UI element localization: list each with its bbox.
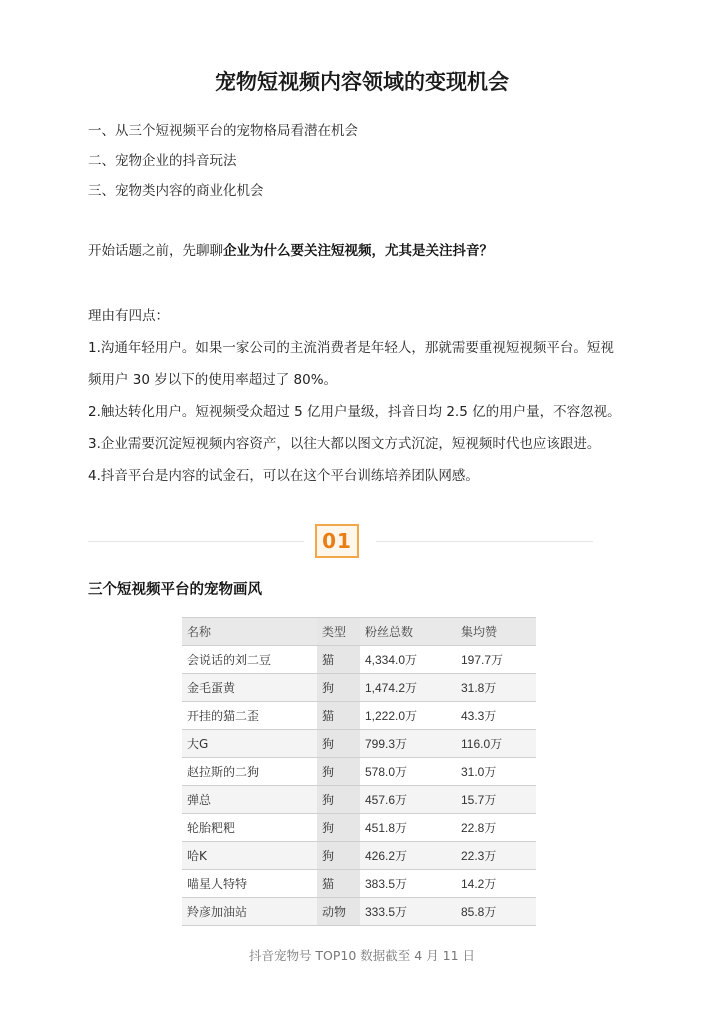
reason-line: 2.触达转化用户。短视频受众超过 5 亿用户量级，抖音日均 2.5 亿的用户量，不容忽视。 [88, 404, 621, 420]
section-number-badge: 01 [315, 524, 359, 558]
header-fans: 粉丝总数 [360, 618, 456, 646]
cell-avg-likes: 22.3万 [456, 842, 536, 870]
cell-type: 狗 [317, 758, 360, 786]
intro-text: 开始话题之前，先聊聊 [88, 243, 223, 259]
cell-avg-likes: 197.7万 [456, 646, 536, 674]
table-row [182, 758, 536, 786]
toc-item: 二、宠物企业的抖音玩法 [88, 153, 237, 169]
table-row [182, 646, 536, 674]
cell-name: 哈K [182, 842, 317, 870]
section-divider [88, 522, 593, 562]
toc-item: 一、从三个短视频平台的宠物格局看潜在机会 [88, 123, 358, 139]
cell-avg-likes: 14.2万 [456, 870, 536, 898]
header-type: 类型 [317, 618, 360, 646]
cell-type: 狗 [317, 674, 360, 702]
cell-name: 喵星人特特 [182, 870, 317, 898]
cell-name: 轮胎粑粑 [182, 814, 317, 842]
reason-line: 1.沟通年轻用户。如果一家公司的主流消费者是年轻人，那就需要重视短视频平台。短视 [88, 340, 614, 356]
cell-fans: 457.6万 [360, 786, 456, 814]
cell-name: 大G [182, 730, 317, 758]
intro-paragraph [88, 240, 493, 262]
cell-type: 狗 [317, 786, 360, 814]
cell-fans: 426.2万 [360, 842, 456, 870]
cell-avg-likes: 43.3万 [456, 702, 536, 730]
douyin-pet-top10-table [182, 617, 536, 927]
cell-type: 猫 [317, 646, 360, 674]
reason-line: 频用户 30 岁以下的使用率超过了 80%。 [88, 372, 338, 388]
header-avg-likes: 集均赞 [456, 618, 536, 646]
cell-name: 弹总 [182, 786, 317, 814]
cell-type: 猫 [317, 870, 360, 898]
divider-line-right [376, 541, 593, 542]
cell-fans: 1,222.0万 [360, 702, 456, 730]
table-row [182, 898, 536, 926]
cell-fans: 578.0万 [360, 758, 456, 786]
cell-name: 开挂的猫二歪 [182, 702, 317, 730]
reason-line: 4.抖音平台是内容的试金石，可以在这个平台训练培养团队网感。 [88, 468, 479, 484]
table-row [182, 786, 536, 814]
cell-type: 狗 [317, 814, 360, 842]
cell-name: 金毛蛋黄 [182, 674, 317, 702]
cell-fans: 799.3万 [360, 730, 456, 758]
header-name: 名称 [182, 618, 317, 646]
cell-name: 赵拉斯的二狗 [182, 758, 317, 786]
table-caption: 抖音宠物号 TOP10 数据截至 4 月 11 日 [248, 948, 476, 963]
section-heading: 三个短视频平台的宠物画风 [88, 582, 262, 598]
table-row [182, 814, 536, 842]
toc-item: 三、宠物类内容的商业化机会 [88, 183, 264, 199]
cell-fans: 4,334.0万 [360, 646, 456, 674]
cell-type: 狗 [317, 730, 360, 758]
table-row [182, 870, 536, 898]
table-header-row [182, 618, 536, 646]
reasons-heading: 理由有四点： [88, 308, 169, 324]
cell-type: 动物 [317, 898, 360, 926]
cell-avg-likes: 15.7万 [456, 786, 536, 814]
table-row [182, 674, 536, 702]
table-row [182, 702, 536, 730]
cell-fans: 451.8万 [360, 814, 456, 842]
cell-type: 猫 [317, 702, 360, 730]
data-table [182, 617, 536, 926]
divider-line-left [88, 541, 304, 542]
cell-name: 会说话的刘二豆 [182, 646, 317, 674]
cell-avg-likes: 31.8万 [456, 674, 536, 702]
reasons-block [88, 300, 648, 492]
reason-line: 3.企业需要沉淀短视频内容资产，以往大都以图文方式沉淀，短视频时代也应该跟进。 [88, 436, 601, 452]
intro-bold-question: 企业为什么要关注短视频，尤其是关注抖音？ [223, 243, 493, 259]
table-of-contents [88, 118, 358, 208]
table-row [182, 842, 536, 870]
cell-avg-likes: 116.0万 [456, 730, 536, 758]
cell-avg-likes: 22.8万 [456, 814, 536, 842]
page-title: 宠物短视频内容领域的变现机会 [215, 70, 509, 94]
cell-type: 狗 [317, 842, 360, 870]
table-row [182, 730, 536, 758]
cell-name: 羚彦加油站 [182, 898, 317, 926]
cell-fans: 333.5万 [360, 898, 456, 926]
cell-fans: 1,474.2万 [360, 674, 456, 702]
cell-fans: 383.5万 [360, 870, 456, 898]
cell-avg-likes: 31.0万 [456, 758, 536, 786]
cell-avg-likes: 85.8万 [456, 898, 536, 926]
